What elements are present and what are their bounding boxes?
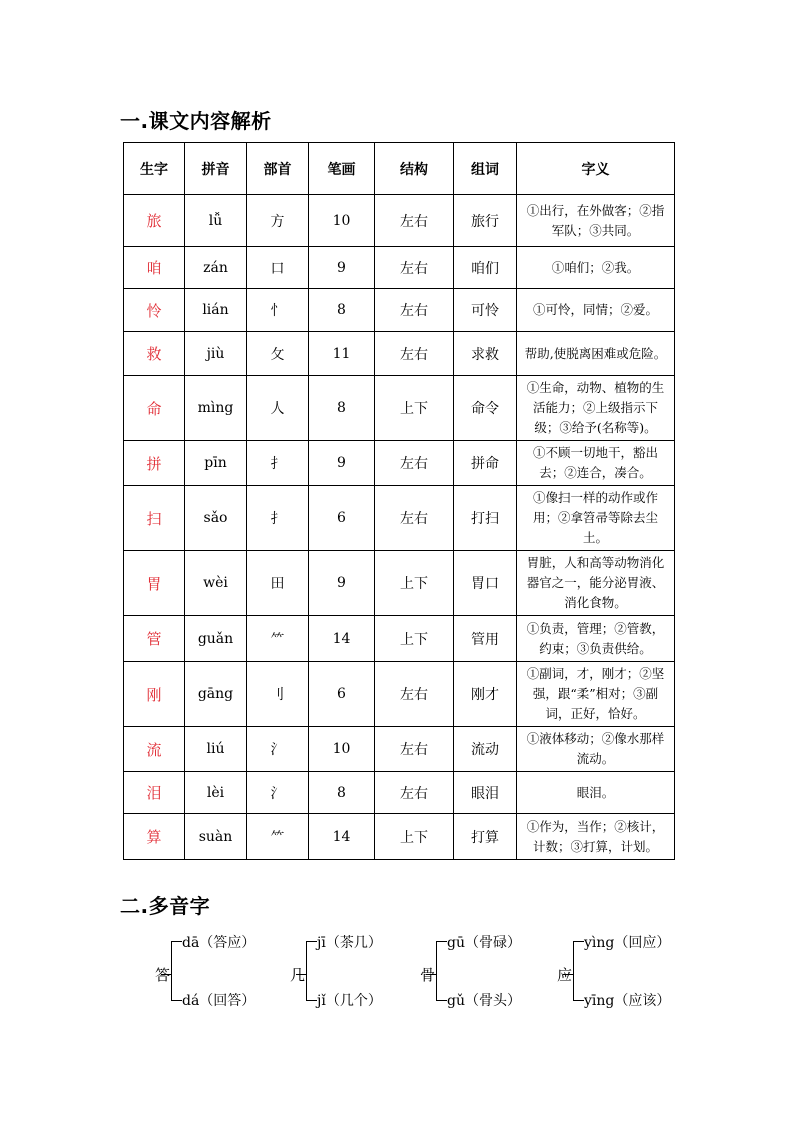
cell-structure: 左右 — [375, 662, 454, 727]
cell-meaning: ①生命，动物、植物的生活能力；②上级指示下级；③给予(名称等)。 — [517, 376, 675, 441]
cell-char: 胃 — [124, 551, 185, 616]
cell-char: 咱 — [124, 247, 185, 289]
cell-radical: ⺮ — [247, 616, 309, 662]
cell-meaning: 眼泪。 — [517, 772, 675, 814]
cell-pinyin: lèi — [185, 772, 247, 814]
cell-pinyin: jiù — [185, 332, 247, 376]
table-row — [124, 289, 675, 332]
cell-char: 管 — [124, 616, 185, 662]
cell-char: 泪 — [124, 772, 185, 814]
cell-pinyin: mìng — [185, 376, 247, 441]
cell-strokes: 6 — [309, 662, 375, 727]
cell-strokes: 9 — [309, 247, 375, 289]
cell-structure: 左右 — [375, 486, 454, 551]
cell-word: 可怜 — [454, 289, 517, 332]
cell-word: 命令 — [454, 376, 517, 441]
cell-meaning: ①液体移动；②像水那样流动。 — [517, 727, 675, 772]
cell-strokes: 6 — [309, 486, 375, 551]
polyphone-reading-bottom: gǔ（骨头） — [447, 993, 521, 1009]
vocab-table — [123, 142, 675, 860]
header-char: 生字 — [124, 143, 185, 195]
cell-strokes: 9 — [309, 551, 375, 616]
cell-radical: 刂 — [247, 662, 309, 727]
cell-word: 胃口 — [454, 551, 517, 616]
table-row — [124, 247, 675, 289]
cell-word: 咱们 — [454, 247, 517, 289]
cell-char: 流 — [124, 727, 185, 772]
cell-word: 打扫 — [454, 486, 517, 551]
cell-radical: 扌 — [247, 486, 309, 551]
header-radical: 部首 — [247, 143, 309, 195]
cell-radical: ⺮ — [247, 814, 309, 860]
polyphone-reading-top: jī（茶几） — [317, 935, 382, 951]
polyphone-char: 应 — [557, 966, 573, 984]
cell-meaning: ①作为，当作；②核计，计数；③打算，计划。 — [517, 814, 675, 860]
cell-structure: 上下 — [375, 551, 454, 616]
table-row — [124, 441, 675, 486]
cell-radical: 人 — [247, 376, 309, 441]
header-pinyin: 拼音 — [185, 143, 247, 195]
polyphone-char: 答 — [155, 966, 171, 984]
table-row — [124, 662, 675, 727]
brace — [171, 941, 182, 1001]
cell-strokes: 14 — [309, 814, 375, 860]
cell-structure: 上下 — [375, 376, 454, 441]
header-structure: 结构 — [375, 143, 454, 195]
cell-radical: 忄 — [247, 289, 309, 332]
cell-pinyin: lián — [185, 289, 247, 332]
cell-word: 刚才 — [454, 662, 517, 727]
cell-char: 拼 — [124, 441, 185, 486]
cell-char: 命 — [124, 376, 185, 441]
cell-strokes: 10 — [309, 727, 375, 772]
table-row — [124, 376, 675, 441]
polyphone-char: 几 — [290, 966, 306, 984]
cell-pinyin: suàn — [185, 814, 247, 860]
cell-strokes: 8 — [309, 376, 375, 441]
table-row — [124, 727, 675, 772]
section-title-polyphones: 二.多音字 — [120, 894, 211, 918]
polyphone-reading-top: yìng（回应） — [584, 935, 671, 951]
brace — [436, 941, 447, 1001]
table-row — [124, 195, 675, 247]
brace-connector — [426, 974, 436, 975]
cell-pinyin: guǎn — [185, 616, 247, 662]
table-row — [124, 814, 675, 860]
header-meaning: 字义 — [517, 143, 675, 195]
polyphone-reading-bottom: jǐ（几个） — [317, 993, 382, 1009]
cell-word: 旅行 — [454, 195, 517, 247]
cell-radical: 氵 — [247, 772, 309, 814]
cell-strokes: 11 — [309, 332, 375, 376]
cell-radical: 扌 — [247, 441, 309, 486]
cell-pinyin: zán — [185, 247, 247, 289]
cell-strokes: 10 — [309, 195, 375, 247]
cell-char: 算 — [124, 814, 185, 860]
table-row — [124, 551, 675, 616]
cell-meaning: ①不顾一切地干，豁出去；②连合，凑合。 — [517, 441, 675, 486]
header-word: 组词 — [454, 143, 517, 195]
cell-structure: 左右 — [375, 727, 454, 772]
cell-structure: 左右 — [375, 247, 454, 289]
cell-char: 怜 — [124, 289, 185, 332]
cell-radical: 氵 — [247, 727, 309, 772]
brace — [306, 941, 317, 1001]
cell-word: 管用 — [454, 616, 517, 662]
cell-word: 求救 — [454, 332, 517, 376]
cell-strokes: 9 — [309, 441, 375, 486]
table-row — [124, 772, 675, 814]
brace-connector — [161, 974, 171, 975]
cell-meaning: ①咱们；②我。 — [517, 247, 675, 289]
cell-char: 扫 — [124, 486, 185, 551]
cell-strokes: 8 — [309, 289, 375, 332]
cell-structure: 左右 — [375, 772, 454, 814]
cell-structure: 左右 — [375, 332, 454, 376]
cell-radical: 攵 — [247, 332, 309, 376]
polyphone-reading-top: gū（骨碌） — [447, 935, 521, 951]
cell-word: 流动 — [454, 727, 517, 772]
cell-radical: 口 — [247, 247, 309, 289]
cell-pinyin: sǎo — [185, 486, 247, 551]
cell-meaning: ①出行，在外做客；②指军队；③共同。 — [517, 195, 675, 247]
cell-char: 救 — [124, 332, 185, 376]
header-strokes: 笔画 — [309, 143, 375, 195]
cell-meaning: 帮助,使脱离困难或危险。 — [517, 332, 675, 376]
cell-meaning: ①副词，才，刚才；②坚强，跟“柔”相对；③副词，正好，恰好。 — [517, 662, 675, 727]
brace-connector — [563, 974, 573, 975]
cell-pinyin: pīn — [185, 441, 247, 486]
cell-structure: 左右 — [375, 289, 454, 332]
brace-connector — [296, 974, 306, 975]
cell-radical: 方 — [247, 195, 309, 247]
table-row — [124, 616, 675, 662]
cell-meaning: ①像扫一样的动作或作用；②拿笤帚等除去尘土。 — [517, 486, 675, 551]
section-title-analysis: 一.课文内容解析 — [120, 109, 272, 133]
cell-radical: 田 — [247, 551, 309, 616]
cell-word: 眼泪 — [454, 772, 517, 814]
cell-pinyin: lǚ — [185, 195, 247, 247]
table-header-row — [124, 143, 675, 195]
cell-char: 刚 — [124, 662, 185, 727]
cell-char: 旅 — [124, 195, 185, 247]
cell-meaning: ①可怜，同情；②爱。 — [517, 289, 675, 332]
polyphone-reading-bottom: yīng（应该） — [584, 993, 671, 1009]
cell-pinyin: wèi — [185, 551, 247, 616]
cell-meaning: ①负责，管理；②管教，约束；③负责供给。 — [517, 616, 675, 662]
polyphone-reading-bottom: dá（回答） — [182, 993, 256, 1009]
table-row — [124, 486, 675, 551]
cell-strokes: 14 — [309, 616, 375, 662]
table-row — [124, 332, 675, 376]
cell-structure: 左右 — [375, 195, 454, 247]
cell-structure: 上下 — [375, 814, 454, 860]
polyphone-char: 骨 — [420, 966, 436, 984]
cell-word: 拼命 — [454, 441, 517, 486]
cell-pinyin: gāng — [185, 662, 247, 727]
cell-pinyin: liú — [185, 727, 247, 772]
cell-word: 打算 — [454, 814, 517, 860]
cell-structure: 上下 — [375, 616, 454, 662]
polyphone-reading-top: dā（答应） — [182, 935, 256, 951]
brace — [573, 941, 584, 1001]
cell-structure: 左右 — [375, 441, 454, 486]
cell-meaning: 胃脏，人和高等动物消化器官之一，能分泌胃液、消化食物。 — [517, 551, 675, 616]
cell-strokes: 8 — [309, 772, 375, 814]
